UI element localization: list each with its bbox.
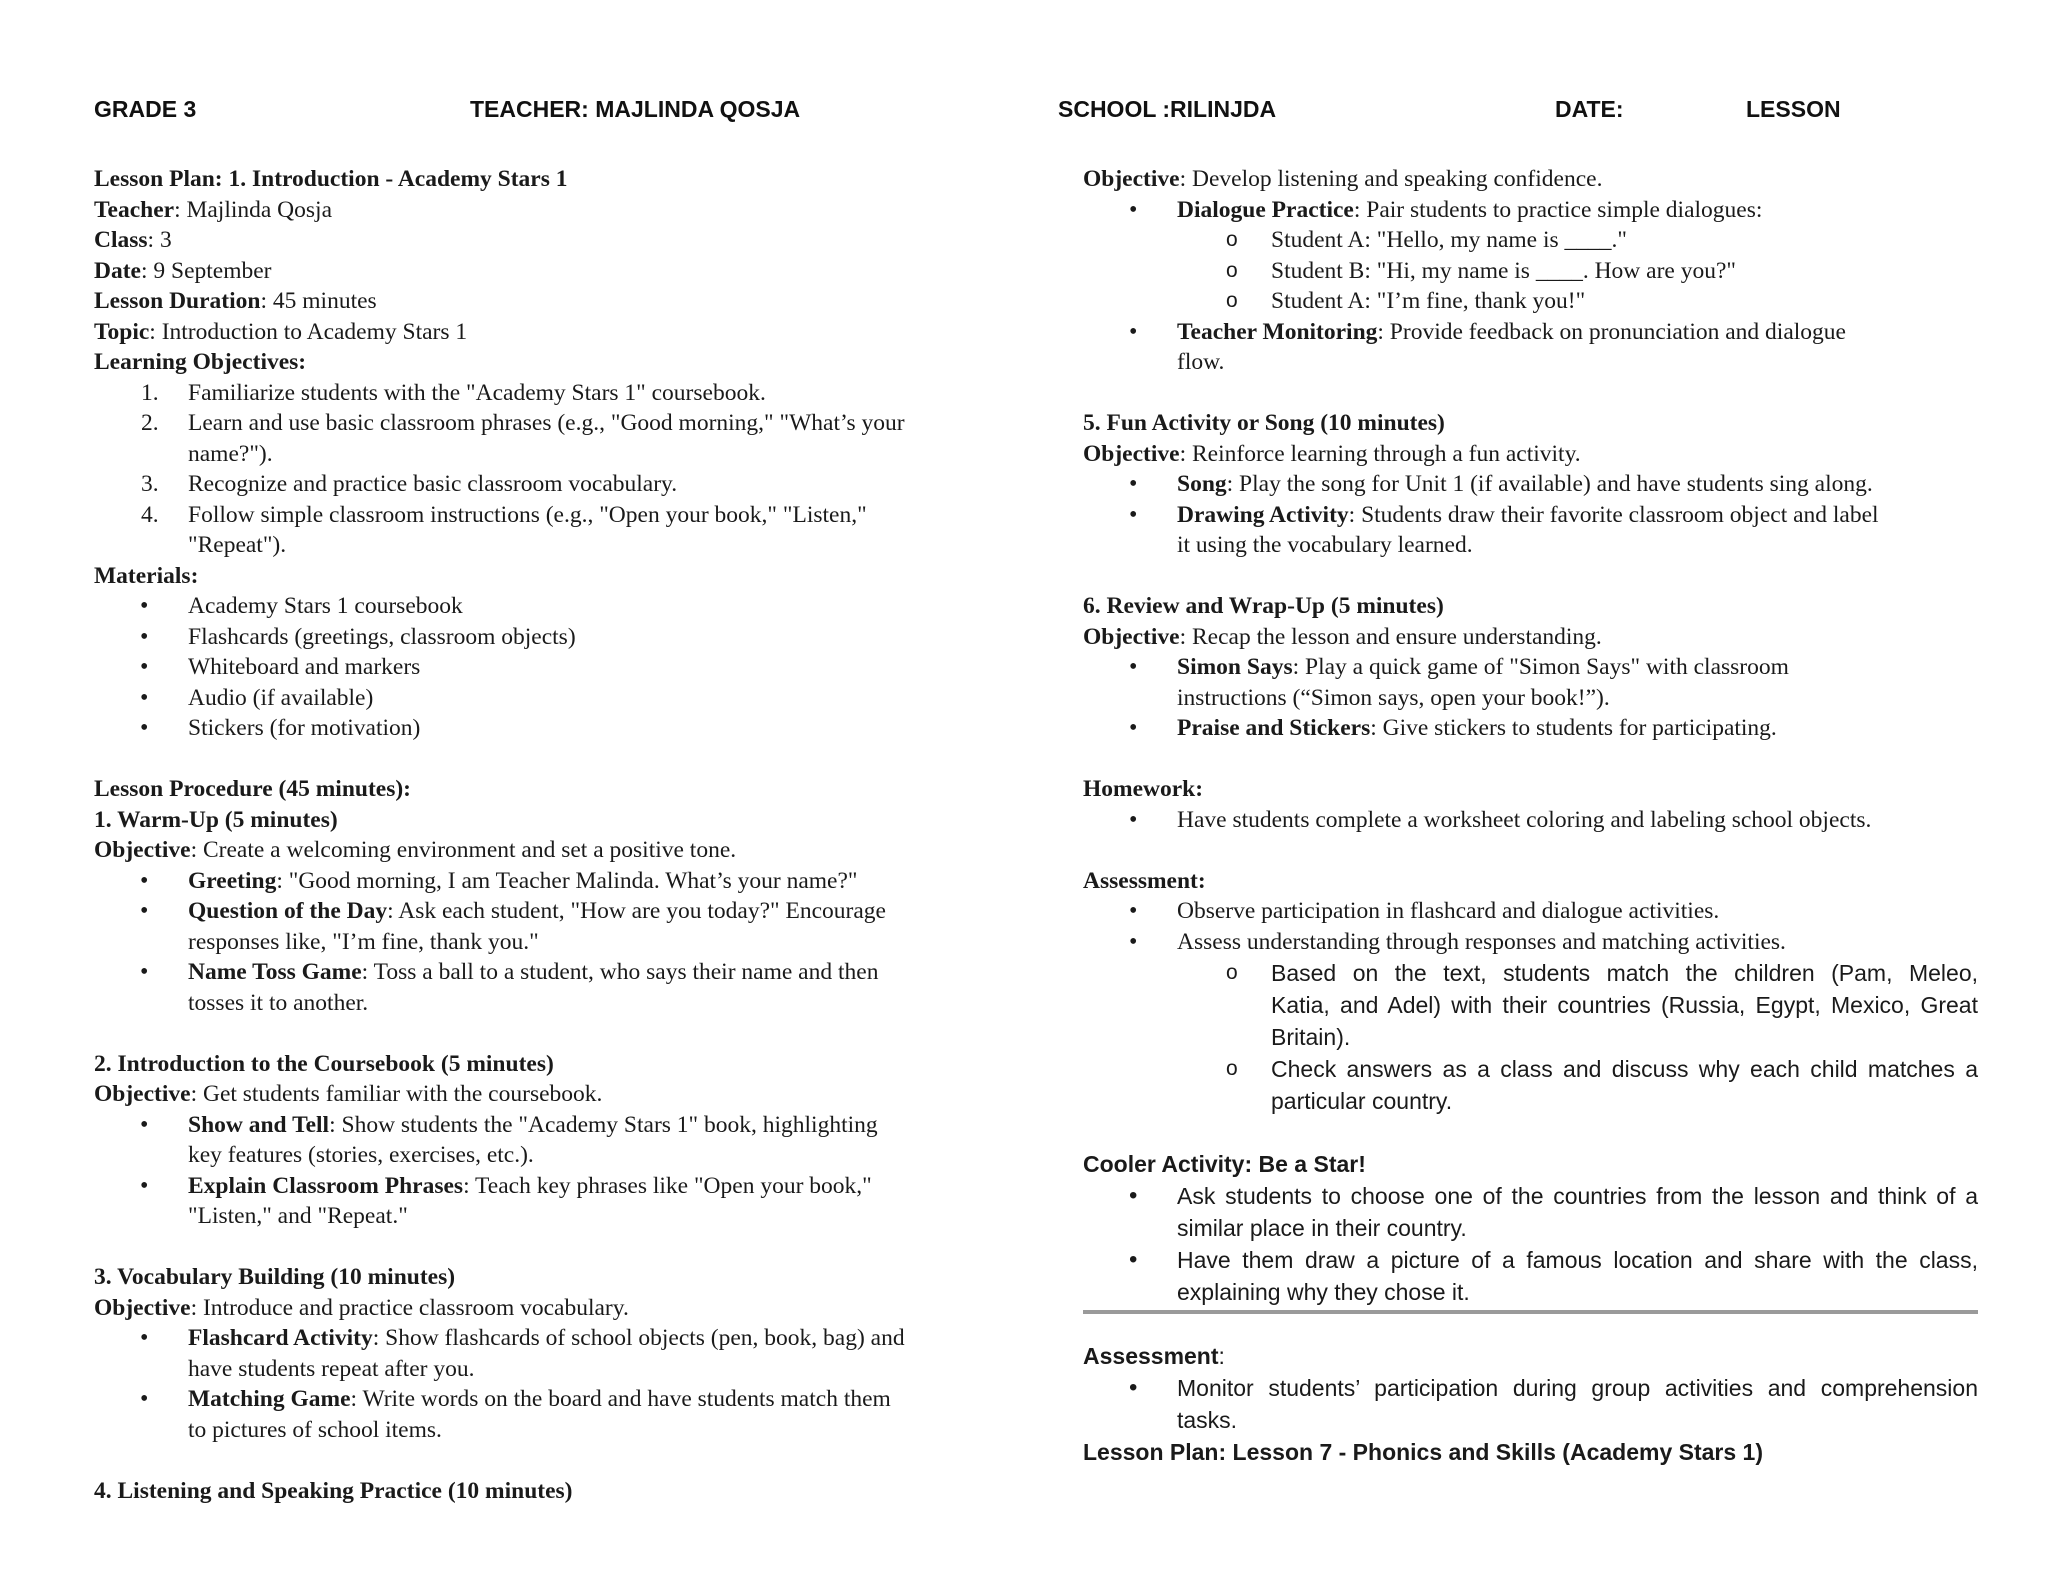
meta-topic [94,317,994,348]
objectives-list [94,378,994,561]
meta-label: Date [94,257,141,284]
spacer [1083,744,1978,775]
list-item: • Have students complete a worksheet coloring and labeling school objects. [1083,805,1978,836]
item-number: 4. [141,501,159,528]
list-item [94,1323,994,1384]
item-text: : Play a quick game of "Simon Says" with classroom [1292,654,1789,680]
assessment2-label: Assessment [1083,1342,1219,1369]
section-heading: 5. Fun Activity or Song (10 minutes) [1083,410,1445,436]
item-text-cont: it using the vocabulary learned. [1177,532,1473,558]
item-label: Drawing Activity [1177,501,1349,528]
meta-label: Teacher [94,196,175,223]
list-item [94,378,994,409]
sub-item-text-cont: particular country. [1271,1088,1453,1114]
left-column [94,164,994,1506]
item-text: : Show flashcards of school objects (pen, book, bag) and [372,1325,905,1351]
section-objective [94,1079,994,1110]
right-column [1083,164,1978,1468]
meta-value: : 3 [147,227,172,253]
spacer [94,1232,994,1263]
cooler-heading: Cooler Activity: Be a Star! [1083,1150,1366,1177]
section-heading: 4. Listening and Speaking Practice (10 minutes) [94,1477,573,1504]
section-heading: 2. Introduction to the Coursebook (5 minutes) [94,1050,554,1077]
list-item [1083,317,1978,378]
sub-item-text-cont: Katia, and Adel) with their countries (Russia, Egypt, Mexico, Great [1271,992,1978,1018]
item-text-cont: explaining why they chose it. [1177,1278,1470,1305]
dialogue-list [1083,225,1978,317]
item-text: • Have them draw a picture of a famous location and share with the class, [1177,1246,1978,1273]
objective-text: : Recap the lesson and ensure understanding. [1179,623,1602,650]
sub-item-text: o Based on the text, students match the children (Pam, Meleo, [1271,960,1978,986]
objective-label: Objective [94,1081,191,1107]
materials-list [94,591,994,744]
item-text: : Toss a ball to a student, who says their name and then [361,959,879,985]
meta-teacher [94,195,994,226]
item-label: Song [1177,471,1227,497]
item-label: Question of the Day [188,898,388,924]
spacer [1083,1314,1978,1340]
meta-label: Topic [94,318,150,345]
objective-text: : Introduce and practice classroom vocabulary. [190,1294,629,1321]
objective-label: Objective [1083,166,1180,192]
lesson-plan-title: Lesson Plan: 1. Introduction - Academy Stars 1 [94,166,568,192]
item-number: 2. [141,410,159,436]
list-item [1083,1244,1978,1308]
assessment2-heading [1083,1340,1978,1372]
item-text: : Provide feedback on pronunciation and dialogue [1377,318,1846,345]
activity-list [1083,195,1978,226]
item-text-cont: name?"). [188,440,273,467]
item-text: • Ask students to choose one of the countries from the lesson and think of a [1177,1182,1978,1209]
item-text: : Students draw their favorite classroom object and label [1348,501,1879,528]
list-item: • Assess understanding through responses and matching activities. [1083,927,1978,958]
list-item: • Stickers (for motivation) [94,713,994,744]
spacer [1083,1117,1978,1148]
list-item: • Flashcards (greetings, classroom objects) [94,622,994,653]
objective-label: Objective [94,1294,191,1321]
section-objective [94,835,994,866]
item-label: Dialogue Practice [1177,196,1354,223]
activity-list [1083,469,1978,561]
objective-label: Objective [94,837,191,863]
homework-list [1083,805,1978,836]
activity-list [94,866,994,1019]
objective-text: : Reinforce learning through a fun activity. [1179,440,1581,467]
section-objective [94,1293,994,1324]
list-item: • Observe participation in flashcard and dialogue activities. [1083,896,1978,927]
procedure-heading: Lesson Procedure (45 minutes): [94,776,412,802]
meta-class [94,225,994,256]
meta-value: : Introduction to Academy Stars 1 [149,318,468,345]
sub-item-text: o Check answers as a class and discuss why each child matches a [1271,1056,1978,1082]
section-objective [1083,164,1978,195]
item-text-cont: tosses it to another. [188,989,369,1016]
dialogue-line: o Student A: "Hello, my name is ____." [1083,225,1978,256]
list-item [94,957,994,1018]
item-label: Explain Classroom Phrases [188,1172,464,1199]
list-item: • Audio (if available) [94,683,994,714]
item-label: Teacher Monitoring [1177,318,1378,345]
lesson-label: LESSON [1746,96,1841,122]
list-item [94,500,994,561]
list-item [1083,652,1978,713]
assessment2-list [1083,1372,1978,1436]
item-label: Greeting [188,867,277,894]
list-item: • Whiteboard and markers [94,652,994,683]
item-text-cont: "Repeat"). [188,532,287,558]
item-text-cont: have students repeat after you. [188,1355,475,1382]
item-text-cont: instructions (“Simon says, open your book!”). [1177,684,1610,711]
spacer [1083,561,1978,592]
meta-label: Lesson Duration [94,288,261,314]
objective-text: : Get students familiar with the coursebook. [190,1081,603,1107]
item-text: • Monitor students’ participation during group activities and comprehension [1177,1374,1978,1401]
objective-text: : Develop listening and speaking confidence. [1179,166,1603,192]
assessment-heading: Assessment: [1083,867,1206,894]
meta-duration [94,286,994,317]
list-item [1083,500,1978,561]
list-item [1083,469,1978,500]
objective-label: Objective [1083,623,1180,650]
item-text-cont: flow. [1177,349,1225,375]
objective-text: : Create a welcoming environment and set a positive tone. [190,837,737,863]
item-text-cont: to pictures of school items. [188,1416,442,1443]
spacer [1083,835,1978,866]
item-text: Follow simple classroom instructions (e.g., "Open your book," "Listen," [188,501,867,528]
item-text: : Ask each student, "How are you today?" Encourage [387,898,886,924]
materials-heading: Materials: [94,562,199,589]
list-item [94,1171,994,1232]
item-text: : Pair students to practice simple dialogues: [1353,196,1763,223]
header-row [0,96,2048,130]
list-item: • Academy Stars 1 coursebook [94,591,994,622]
sub-item-text-cont: Britain). [1271,1024,1351,1050]
item-number: 1. [141,379,159,406]
item-text: : Show students the "Academy Stars 1" book, highlighting [329,1111,878,1138]
activity-list [1083,652,1978,744]
item-label: Show and Tell [188,1111,330,1138]
spacer [1083,378,1978,409]
item-text: : "Good morning, I am Teacher Malinda. What’s your name?" [276,867,858,894]
cooler-list [1083,1180,1978,1308]
list-item [94,1384,994,1445]
meta-value: : 45 minutes [260,288,377,314]
sub-item [1083,957,1978,1053]
next-lesson-plan-title: Lesson Plan: Lesson 7 - Phonics and Skills (Academy Stars 1) [1083,1438,1763,1465]
item-label: Praise and Stickers [1177,715,1371,741]
list-item [1083,1180,1978,1244]
item-text: Recognize and practice basic classroom vocabulary. [188,471,678,497]
item-text-cont: "Listen," and "Repeat." [188,1203,408,1229]
list-item [94,866,994,897]
list-item [1083,1372,1978,1436]
section-objective [1083,439,1978,470]
assessment-list [1083,896,1978,957]
objectives-heading: Learning Objectives: [94,349,307,375]
item-text: : Teach key phrases like "Open your book," [463,1172,872,1199]
section-heading: 1. Warm-Up (5 minutes) [94,806,338,833]
item-text-cont: tasks. [1177,1406,1238,1433]
homework-heading: Homework: [1083,776,1204,802]
meta-date [94,256,994,287]
activity-list [1083,317,1978,378]
school-label: SCHOOL :RILINJDA [1058,96,1277,122]
spacer [94,1445,994,1476]
item-text-cont: responses like, "I’m fine, thank you." [188,928,539,955]
list-item [94,408,994,469]
spacer [94,744,994,775]
item-text: Familiarize students with the "Academy Stars 1" coursebook. [188,379,766,406]
meta-value: : Majlinda Qosja [174,196,333,223]
list-item [94,1110,994,1171]
item-text: : Write words on the board and have students match them [350,1386,891,1412]
section-heading: 3. Vocabulary Building (10 minutes) [94,1264,456,1290]
objective-label: Objective [1083,440,1180,467]
teacher-label: TEACHER: MAJLINDA QOSJA [470,96,801,122]
date-label: DATE: [1555,96,1624,122]
item-text: : Give stickers to students for participating. [1370,715,1777,741]
meta-value: : 9 September [140,257,272,284]
item-label: Simon Says [1177,654,1293,680]
meta-label: Class [94,227,148,253]
grade-label: GRADE 3 [94,96,197,122]
dialogue-line: o Student A: "I’m fine, thank you!" [1083,286,1978,317]
section-objective [1083,622,1978,653]
item-text-cont: similar place in their country. [1177,1214,1467,1241]
item-number: 3. [141,471,159,497]
section-heading: 6. Review and Wrap-Up (5 minutes) [1083,593,1444,619]
activity-list [94,1323,994,1445]
list-item [1083,195,1978,226]
list-item [94,896,994,957]
spacer [94,1018,994,1049]
list-item [94,469,994,500]
assessment-sub-list [1083,957,1978,1117]
assessment2-colon: : [1218,1342,1225,1369]
item-text-cont: key features (stories, exercises, etc.). [188,1142,534,1168]
activity-list [94,1110,994,1232]
item-label: Matching Game [188,1386,351,1412]
dialogue-line: o Student B: "Hi, my name is ____. How are you?" [1083,256,1978,287]
item-label: Name Toss Game [188,959,362,985]
item-text: Learn and use basic classroom phrases (e.g., "Good morning," "What’s your [188,410,905,436]
item-text: : Play the song for Unit 1 (if available) and have students sing along. [1226,471,1873,497]
list-item [1083,713,1978,744]
item-label: Flashcard Activity [188,1325,373,1351]
sub-item [1083,1053,1978,1117]
